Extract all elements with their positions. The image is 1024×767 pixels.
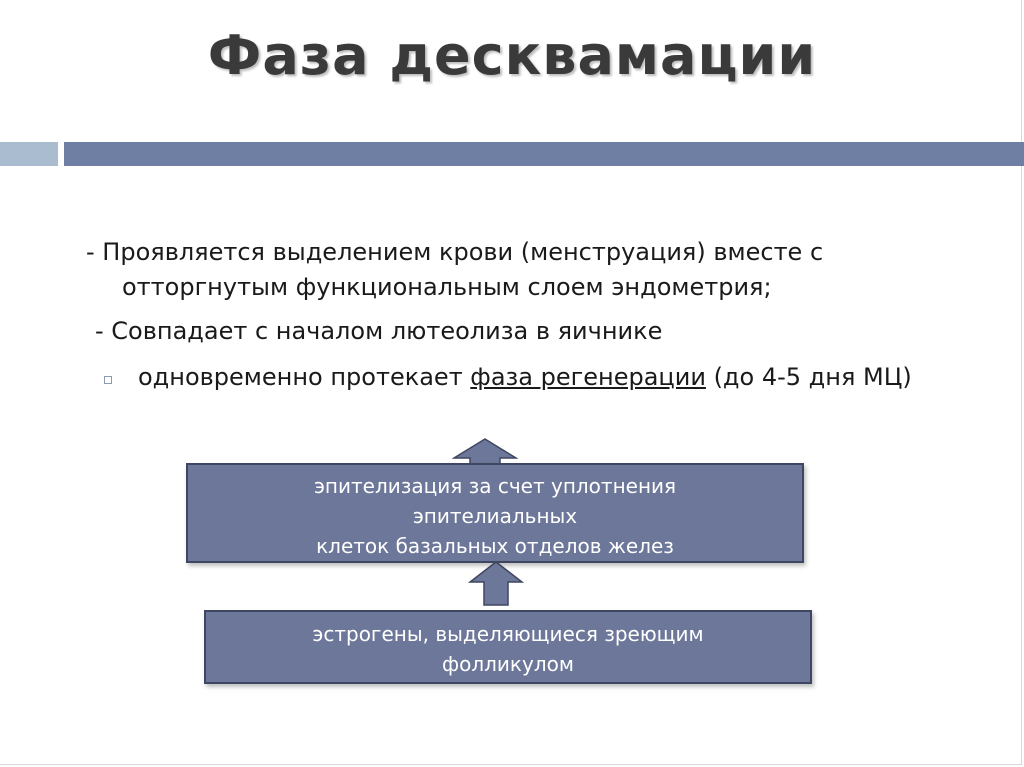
text-line-4-prefix: одновременно протекает (138, 363, 471, 391)
text-line-4 (138, 363, 912, 391)
epithelization-box-line-1: эпителизация за счет уплотнения (313, 474, 677, 498)
slide-title: Фаза десквамации (207, 24, 817, 87)
epithelization-box-line-2: эпителиальных (412, 504, 578, 528)
square-bullet-icon (104, 376, 112, 384)
title-accent-bar-right (64, 142, 1024, 166)
text-line-2: отторгнутым функциональным слоем эндометрия; (122, 273, 772, 301)
regeneration-phase-link[interactable]: фаза регенерации (470, 363, 706, 391)
estrogens-box (204, 610, 812, 684)
title-accent-bar-left (0, 142, 58, 166)
text-line-4-suffix: (до 4-5 дня МЦ) (705, 363, 912, 391)
epithelization-box-line-3: клеток базальных отделов желез (316, 534, 674, 558)
text-line-3: - Совпадает с началом лютеолиза в яичнике (95, 317, 663, 345)
estrogens-box-line-2: фолликулом (442, 652, 574, 676)
up-arrow-icon (468, 560, 524, 606)
up-arrow-icon (452, 438, 518, 464)
estrogens-box-line-1: эстрогены, выделяющиеся зреющим (312, 622, 704, 646)
text-line-1: - Проявляется выделением крови (менструация) вместе с (86, 238, 824, 266)
epithelization-box (186, 463, 804, 563)
